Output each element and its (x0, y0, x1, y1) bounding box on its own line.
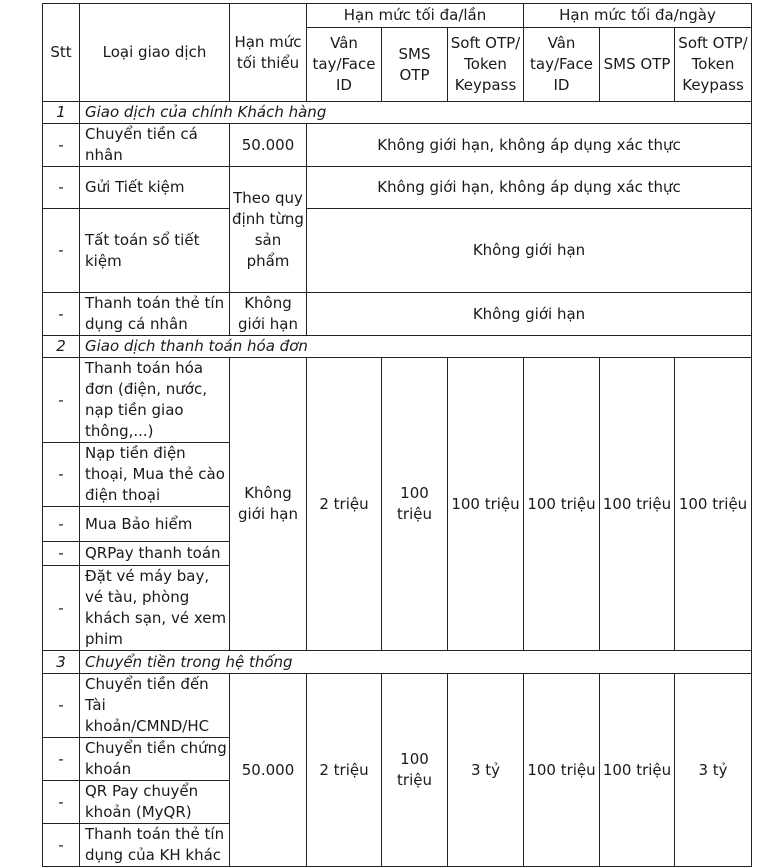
section-title: Giao dịch của chính Khách hàng (80, 102, 752, 124)
header-stt: Stt (43, 4, 80, 102)
limit-fingerprint-day: 100 triệu (524, 674, 600, 867)
table-row (43, 209, 752, 293)
section-number: 3 (43, 651, 80, 674)
header-sms-day: SMS OTP (600, 28, 675, 102)
limit-sms-tx: 100 triệu (382, 674, 448, 867)
limit-soft-day: 100 triệu (675, 358, 752, 651)
limit-min: Không giới hạn (230, 358, 307, 651)
row-name: Mua Bảo hiểm (80, 507, 230, 542)
limit-soft-tx: 100 triệu (448, 358, 524, 651)
row-limit-note: Không giới hạn, không áp dụng xác thực (307, 167, 752, 209)
header-min-limit: Hạn mức tối thiểu (230, 4, 307, 102)
limit-fingerprint-tx: 2 triệu (307, 674, 382, 867)
limit-sms-day: 100 triệu (600, 358, 675, 651)
section-row (43, 102, 752, 124)
row-name: Tất toán sổ tiết kiệm (80, 209, 230, 293)
row-name: Gửi Tiết kiệm (80, 167, 230, 209)
table-row (43, 124, 752, 167)
limit-fingerprint-tx: 2 triệu (307, 358, 382, 651)
row-dash: - (43, 209, 80, 293)
row-dash: - (43, 167, 80, 209)
limit-soft-day: 3 tỷ (675, 674, 752, 867)
header-fingerprint-tx: Vân tay/Face ID (307, 28, 382, 102)
row-limit-note: Không giới hạn, không áp dụng xác thực (307, 124, 752, 167)
limit-min: 50.000 (230, 674, 307, 867)
row-dash: - (43, 507, 80, 542)
row-dash: - (43, 566, 80, 651)
row-name: Chuyển tiền đến Tài khoản/CMND/HC (80, 674, 230, 738)
row-name: Thanh toán hóa đơn (điện, nước, nạp tiền giao thông,...) (80, 358, 230, 443)
row-dash: - (43, 824, 80, 867)
limit-sms-day: 100 triệu (600, 674, 675, 867)
row-name: QR Pay chuyển khoản (MyQR) (80, 781, 230, 824)
header-soft-tx: Soft OTP/ Token Keypass (448, 28, 524, 102)
section-title: Giao dịch thanh toán hóa đơn (80, 336, 752, 358)
row-name: QRPay thanh toán (80, 542, 230, 566)
row-dash: - (43, 358, 80, 443)
row-dash: - (43, 542, 80, 566)
row-dash: - (43, 781, 80, 824)
row-dash: - (43, 124, 80, 167)
limit-sms-tx: 100 triệu (382, 358, 448, 651)
row-limit-note: Không giới hạn (307, 293, 752, 336)
row-dash: - (43, 443, 80, 507)
header-sms-tx: SMS OTP (382, 28, 448, 102)
header-fingerprint-day: Vân tay/Face ID (524, 28, 600, 102)
table-row (43, 358, 752, 443)
header-type: Loại giao dịch (80, 4, 230, 102)
header-row-1 (43, 4, 752, 28)
table-row (43, 674, 752, 738)
row-name: Nạp tiền điện thoại, Mua thẻ cào điện thoại (80, 443, 230, 507)
section-title: Chuyển tiền trong hệ thống (80, 651, 752, 674)
row-name: Thanh toán thẻ tín dụng của KH khác (80, 824, 230, 867)
row-min: 50.000 (230, 124, 307, 167)
section-row (43, 651, 752, 674)
limit-soft-tx: 3 tỷ (448, 674, 524, 867)
row-dash: - (43, 674, 80, 738)
row-name: Chuyển tiền cá nhân (80, 124, 230, 167)
row-min-shared: Theo quy định từng sản phẩm (230, 167, 307, 293)
header-per-day: Hạn mức tối đa/ngày (524, 4, 752, 28)
section-row (43, 336, 752, 358)
limits-table (42, 3, 752, 867)
section-number: 1 (43, 102, 80, 124)
row-name: Thanh toán thẻ tín dụng cá nhân (80, 293, 230, 336)
row-dash: - (43, 738, 80, 781)
table-row (43, 293, 752, 336)
row-name: Đặt vé máy bay, vé tàu, phòng khách sạn, vé xem phim (80, 566, 230, 651)
section-number: 2 (43, 336, 80, 358)
table-row (43, 167, 752, 209)
row-name: Chuyển tiền chứng khoán (80, 738, 230, 781)
row-min: Không giới hạn (230, 293, 307, 336)
limit-fingerprint-day: 100 triệu (524, 358, 600, 651)
row-dash: - (43, 293, 80, 336)
header-soft-day: Soft OTP/ Token Keypass (675, 28, 752, 102)
header-per-transaction: Hạn mức tối đa/lần (307, 4, 524, 28)
row-limit-note: Không giới hạn (307, 209, 752, 293)
